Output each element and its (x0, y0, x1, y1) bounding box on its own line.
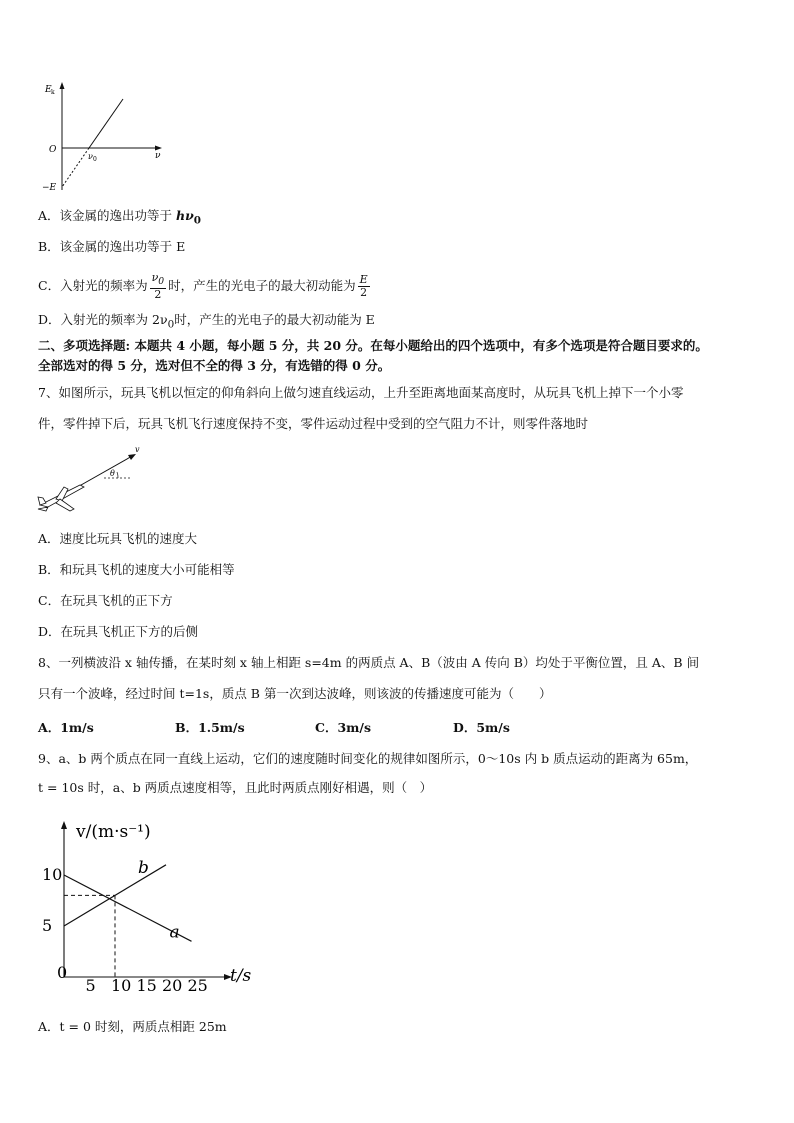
chart-y-tick-10: 10 (42, 865, 63, 884)
ek-line (89, 99, 123, 148)
fig1-xlabel: ν (155, 151, 161, 161)
q6-option-d (38, 311, 375, 334)
q6-option-b: B．该金属的逸出功等于 E (38, 239, 186, 254)
chart-y-axis-arrow (61, 821, 67, 829)
angle-arc (117, 472, 118, 478)
fig1-ylabel: E (45, 85, 52, 95)
chart-ylabel: v/(m·s⁻¹) (76, 822, 151, 842)
q6-option-c-mid: 时，产生的光电子的最大初动能为 (168, 278, 356, 293)
section2-line2: 全部选对的得 5 分，选对但不全的得 3 分，有选错的得 0 分。 (38, 358, 391, 373)
chart-x-tick-10: 10 (111, 976, 132, 995)
chart-x-tick-15: 15 (136, 976, 157, 995)
q6-option-a-hv: hν (176, 208, 194, 223)
q6-c-frac2-num: E (359, 273, 368, 286)
q6-option-d-tail: 时，产生的光电子的最大初动能为 E (174, 312, 375, 327)
toy-plane-figure (34, 443, 144, 515)
x-axis-arrow (155, 146, 162, 151)
q6-option-c-frac1 (150, 272, 167, 301)
q9-stem-line1: 9、a、b 两个质点在同一直线上运动，它们的速度随时间变化的规律如图所示，0～10s 内 b 质点运动的距离为 65m， (38, 751, 698, 766)
velocity-time-chart (30, 815, 270, 995)
q6-c-frac1-num: ν (151, 270, 159, 284)
fig7-v-label: v (135, 445, 140, 454)
q8-stem-line1: 8、一列横波沿 x 轴传播，在某时刻 x 轴上相距 s=4m 的两质点 A、B（波由 A 传向 B）均处于平衡位置，且 A、B 间 (38, 655, 700, 670)
q7-option-b: B．和玩具飞机的速度大小可能相等 (38, 562, 235, 577)
chart-y-tick-5: 5 (42, 916, 53, 935)
q6-option-a-sub: 0 (193, 214, 202, 227)
photoelectric-graph (40, 78, 180, 196)
q6-option-a (38, 207, 201, 230)
fig1-nu0: ν (88, 152, 93, 161)
q7-option-c: C．在玩具飞机的正下方 (38, 593, 173, 608)
fig1-origin: O (49, 145, 57, 155)
q7-option-d: D．在玩具飞机正下方的后侧 (38, 624, 199, 639)
q6-option-d-pre: D．入射光的频率为 2ν (38, 312, 168, 327)
chart-xlabel: t/s (230, 966, 252, 986)
q7-stem-line1: 7、如图所示，玩具飞机以恒定的仰角斜向上做匀速直线运动，上升至距离地面某高度时，从玩具飞机上掉下一个小零 (38, 385, 684, 400)
fig7-theta-label: θ (110, 469, 115, 478)
chart-series-label-b: b (138, 857, 149, 878)
fig1-nu0-sub: 0 (93, 156, 97, 163)
q9-stem-line2: t = 10s 时，a、b 两质点速度相等，且此时两质点刚好相遇，则（ ） (38, 780, 433, 795)
q6-option-a-text: A．该金属的逸出功等于 (38, 208, 177, 223)
q8-stem-line2: 只有一个波峰，经过时间 t=1s，质点 B 第一次到达波峰，则该波的传播速度可能为（ ） (38, 686, 552, 701)
chart-series-label-a: a (169, 922, 180, 943)
chart-origin-label: 0 (57, 963, 68, 982)
y-axis-arrow (60, 82, 65, 89)
chart-x-tick-20: 20 (162, 976, 183, 995)
fig1-negE: −E (42, 183, 57, 193)
q8-option-c: C．3m/s (315, 720, 371, 735)
q8-option-b: B．1.5m/s (175, 720, 245, 735)
q9-option-a: A．t = 0 时刻，两质点相距 25m (38, 1019, 227, 1034)
q8-option-a: A．1m/s (38, 720, 94, 735)
q6-option-d-sub: 0 (167, 318, 175, 331)
q6-option-c-frac2 (358, 274, 370, 299)
q7-stem-line2: 件，零件掉下后，玩具飞机飞行速度保持不变，零件运动过程中受到的空气阻力不计，则零件落地时 (38, 416, 589, 431)
q6-c-frac1-den: 2 (154, 288, 162, 302)
q6-c-frac1-num-sub: 0 (158, 276, 165, 288)
velocity-arrow (128, 454, 136, 460)
q6-option-c (38, 270, 372, 302)
ek-line-extension (62, 148, 89, 187)
chart-x-tick-25: 25 (187, 976, 208, 995)
q6-c-frac2-den: 2 (360, 286, 368, 299)
q6-option-c-pre: C．入射光的频率为 (38, 278, 148, 293)
section2-line1: 二、多项选择题: 本题共 4 小题，每小题 5 分，共 20 分。在每小题给出的四个选项中，有多个选项是符合题目要求的。 (38, 338, 708, 353)
q7-option-a: A．速度比玩具飞机的速度大 (38, 531, 198, 546)
q8-option-d: D．5m/s (453, 720, 510, 735)
velocity-vector (74, 455, 134, 489)
toy-plane-icon (38, 485, 84, 511)
chart-x-tick-5: 5 (85, 976, 96, 995)
fig1-ysub: k (51, 89, 55, 96)
